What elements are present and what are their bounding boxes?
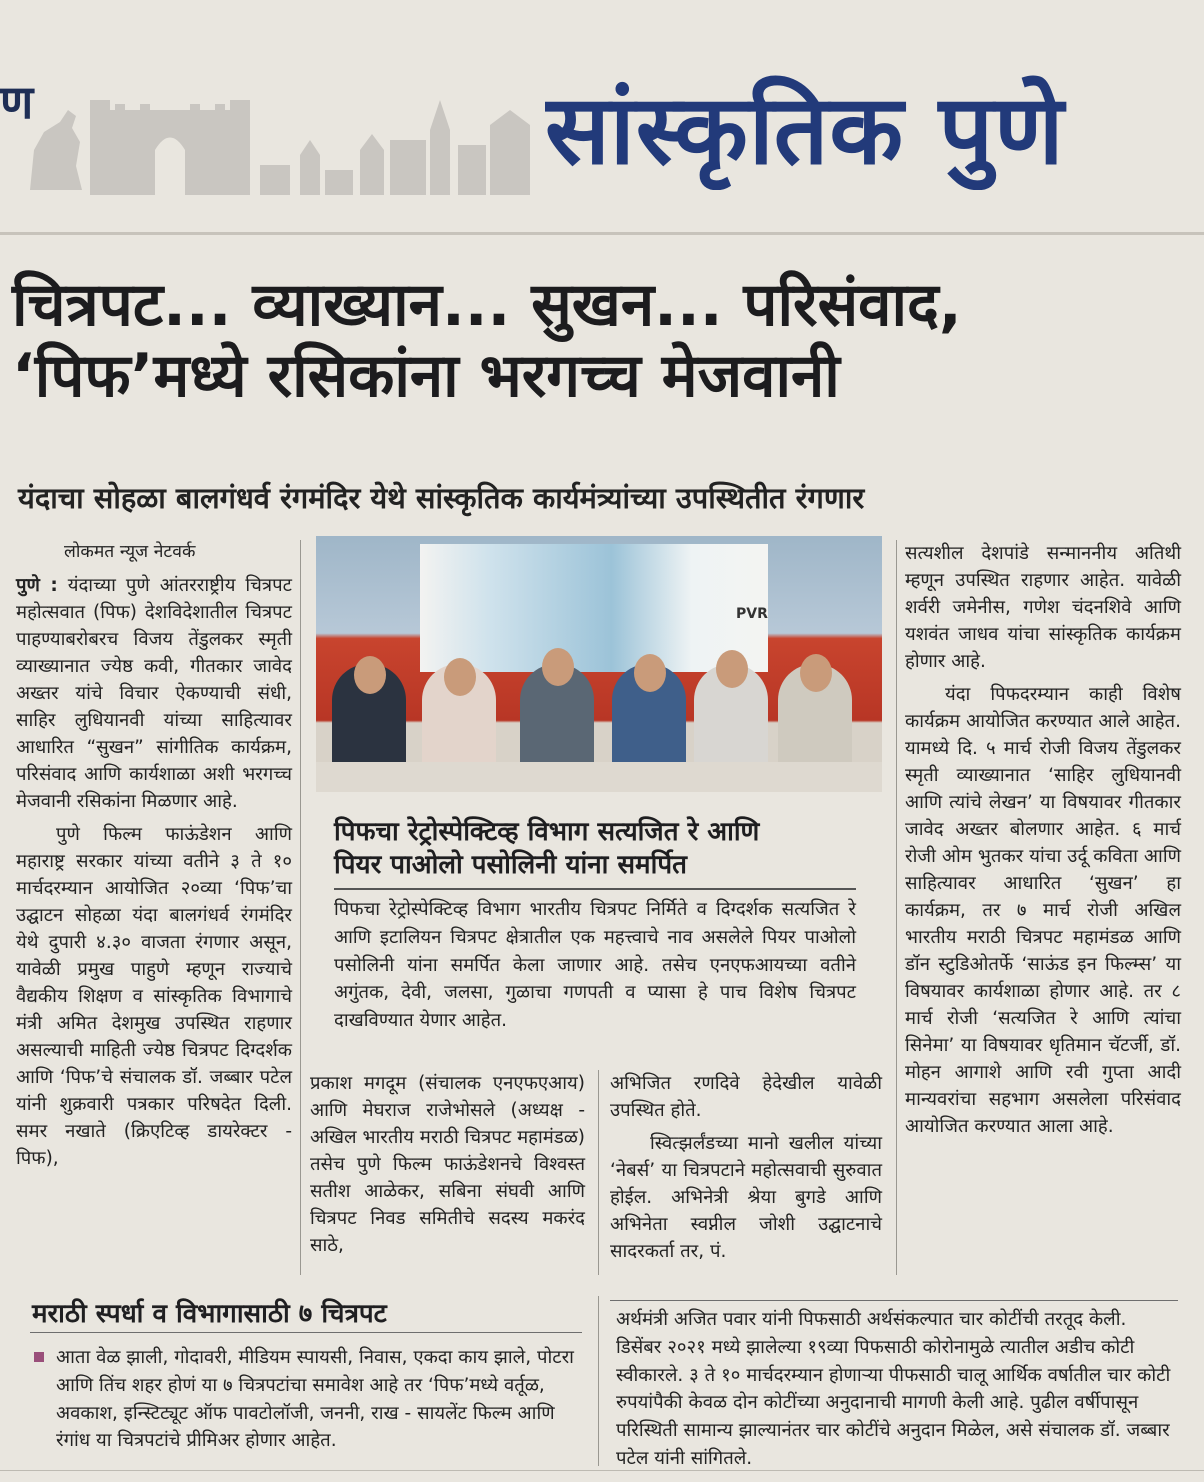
article-column-3 xyxy=(310,1070,585,1265)
box-headline-line-1: पिफचा रेट्रोस्पेक्टिव्ह विभाग सत्यजित रे आणि xyxy=(334,817,760,847)
column-divider xyxy=(300,540,301,1275)
article-paragraph: सत्यशील देशपांडे सन्माननीय अतिथी म्हणून उपस्थित राहणार आहेत. यावेळी शर्वरी जमेनीस, गणेश चंदनशिवे आणि यशवंत जाधव यांचा सांस्कृतिक कार्यक्रम होणार आहे. xyxy=(905,543,1181,672)
panelist-head xyxy=(444,658,476,696)
finance-divider xyxy=(610,1300,1178,1301)
sidebar-divider xyxy=(30,1332,582,1333)
headline-line-2: ‘पिफ’मध्ये रसिकांना भरगच्च मेजवानी xyxy=(12,340,840,411)
article-paragraph xyxy=(16,572,292,815)
panelist-head xyxy=(542,648,574,686)
festival-banner xyxy=(420,544,768,672)
box-headline-line-2: पियर पाओलो पसोलिनी यांना समर्पित xyxy=(334,850,687,881)
panelist-head xyxy=(634,654,666,692)
masthead xyxy=(0,0,1204,255)
bullet-square-icon xyxy=(34,1352,44,1362)
article-column-4 xyxy=(610,1070,882,1271)
box-divider xyxy=(334,888,856,890)
sponsor-logo-text: PVR xyxy=(736,606,768,622)
box-headline xyxy=(334,816,854,883)
article-paragraph: प्रकाश मगदूम (संचालक एनएफएआय) आणि मेघराज राजेभोसले (अध्यक्ष - अखिल भारतीय मराठी चित्रपट महामंडळ) तसेच पुणे फिल्म फाऊंडेशनचे विश्वस्त सतीश आळेकर, सबिना संघवी आणि चित्रपट निवड समितीचे सदस्य मकरंद साठे, xyxy=(310,1073,586,1256)
column-divider xyxy=(598,1296,599,1466)
box-text: पिफचा रेट्रोस्पेक्टिव्ह विभाग भारतीय चित्रपट निर्मिते व दिग्दर्शक सत्यजित रे आणि इटालियन चित्रपट क्षेत्रातील एक महत्त्वाचे नाव असलेले पियर पाओलो पसोलिनी यांना समर्पित केला जाणार आहे. तसेच एनएफआयच्या वतीने अगुंतक, देवी, जलसा, गुळाचा गणपती व प्यासा हे पाच विशेष चित्रपट दाखविण्यात येणार आहेत. xyxy=(334,899,856,1031)
article-column-5 xyxy=(905,540,1181,1146)
headline xyxy=(12,270,1192,412)
column-divider xyxy=(896,540,897,1275)
article-column-1 xyxy=(16,540,292,1178)
panelist-head xyxy=(716,650,748,688)
dateline: पुणे : xyxy=(16,574,58,596)
panelist-head xyxy=(800,654,832,692)
article-text: यंदाच्या पुणे आंतरराष्ट्रीय चित्रपट महोत्सवात (पिफ) देशविदेशातील चित्रपट पाहण्याबरोबरच विजय तेंडुलकर स्मृती व्याख्यानात ज्येष्ठ कवी, गीतकार जावेद अख्तर यांचे विचार ऐकण्याची संधी, साहिर लुधियानवी यांच्या साहित्यावर आधारित “सुखन” सांगीतिक कार्यक्रम, परिसंवाद आणि कार्यशाळा अशी भरगच्च मेजवानी रसिकांना मिळणार आहे. xyxy=(16,574,292,812)
finance-text: अर्थमंत्री अजित पवार यांनी पिफसाठी अर्थसंकल्पात चार कोटींची तरतूद केली. डिसेंबर २०२१ मध्ये झालेल्या १९व्या पिफसाठी कोरोनामुळे त्यातील अडीच कोटी स्वीकारले. ३ ते १० मार्चदरम्यान होणाऱ्या पीफसाठी चालू आर्थिक वर्षातील चार कोटी रुपयांपैकी केवळ दोन कोटींच्या अनुदानाची मागणी केली आहे. पुढील वर्षीपासून परिस्थिती सामान्य झाल्यानंतर चार कोटींचे अनुदान मिळेल, असे संचालक डॉ. जब्बार पटेल यांनी सांगितले. xyxy=(616,1309,1171,1469)
article-paragraph: स्वित्झर्लंडच्या मानो खलील यांच्या ‘नेबर्स’ या चित्रपटाने महोत्सवाची सुरुवात होईल. अभिनेत्री श्रेया बुगडे आणि अभिनेता स्वप्नील जोशी उद्घाटनाचे सादरकर्ता तर, पं. xyxy=(610,1133,882,1262)
subheadline: यंदाचा सोहळा बालगंधर्व रंगमंदिर येथे सांस्कृतिक कार्यमंत्र्यांच्या उपस्थितीत रंगणार xyxy=(18,481,865,515)
article-paragraph: यंदा पिफदरम्यान काही विशेष कार्यक्रम आयोजित करण्यात आले आहेत. यामध्ये दि. ५ मार्च रोजी विजय तेंडुलकर स्मृती व्याख्यानात ‘साहिर लुधियानवी आणि त्यांचे लेखन’ या विषयावर गीतकार जावेद अख्तर बोलणार आहेत. ६ मार्च रोजी ओम भुतकर यांचा उर्दू कविता आणि साहित्यावर आधारित ‘सुखन’ हा कार्यक्रम, तर ७ मार्च रोजी अखिल भारतीय मराठी चित्रपट महामंडळ आणि डॉन स्टुडिओतर्फे ‘साऊंड इन फिल्म्स’ या विषयावर कार्यशाळा होणार आहे. तर ८ मार्च रोजी ‘सत्यजित रे आणि त्यांचा सिनेमा’ या विषयावर धृतिमान चॅटर्जी, डॉ. मोहन आगाशे आणि रवी गुप्ता आदी मान्यवरांचा सहभाग असलेला परिसंवाद आयोजित करण्यात आला आहे. xyxy=(905,684,1181,1137)
headline-line-1: चित्रपट... व्याख्यान... सुखन... परिसंवाद, xyxy=(12,270,962,340)
press-conference-photo xyxy=(316,536,882,792)
conference-table xyxy=(316,762,882,792)
sidebar-text: आता वेळ झाली, गोदावरी, मीडियम स्पायसी, निवास, एकदा काय झाले, पोटरा आणि तिंच शहर होणं या ७ चित्रपटांचा समावेश आहे तर ‘पिफ’मध्ये वर्तूळ, अवकाश, इन्स्टिट्यूट ऑफ पावटोलॉजी, जननी, राख - सायलेंट फिल्म आणि रंगांध या चित्रपटांचे प्रीमिअर होणार आहेत. xyxy=(56,1347,574,1452)
article-paragraph: पुणे फिल्म फाऊंडेशन आणि महाराष्ट्र सरकार यांच्या वतीने ३ ते १० मार्चदरम्यान आयोजित २०व्या ‘पिफ’चा उद्घाटन सोहळा यंदा बालगंधर्व रंगमंदिर येथे दुपारी ४.३० वाजता रंगणार असून, यावेळी प्रमुख पाहुणे म्हणून राज्याचे वैद्यकीय शिक्षण व सांस्कृतिक विभागाचे मंत्री अमित देशमुख उपस्थित राहणार असल्याची माहिती ज्येष्ठ चित्रपट दिग्दर्शक आणि ‘पिफ’चे संचालक डॉ. जब्बार पटेल यांनी शुक्रवारी पत्रकार परिषदेत दिली. समर नखाते (क्रिएटिव्ह डायरेक्टर - पिफ), xyxy=(16,823,292,1169)
panelist-head xyxy=(354,656,386,694)
masthead-fragment: ण xyxy=(0,75,34,129)
section-title: सांस्कृतिक पुणे xyxy=(545,74,1065,186)
column-divider xyxy=(598,1070,599,1275)
article-paragraph: अभिजित रणदिवे हेदेखील यावेळी उपस्थित होते. xyxy=(610,1073,882,1121)
page-bottom-rule xyxy=(0,1470,1204,1471)
byline: लोकमत न्यूज नेटवर्क xyxy=(64,542,196,562)
sidebar-title: मराठी स्पर्धा व विभागासाठी ७ चित्रपट xyxy=(32,1299,387,1329)
masthead-divider xyxy=(0,232,1204,235)
pune-skyline-illustration xyxy=(20,70,550,195)
